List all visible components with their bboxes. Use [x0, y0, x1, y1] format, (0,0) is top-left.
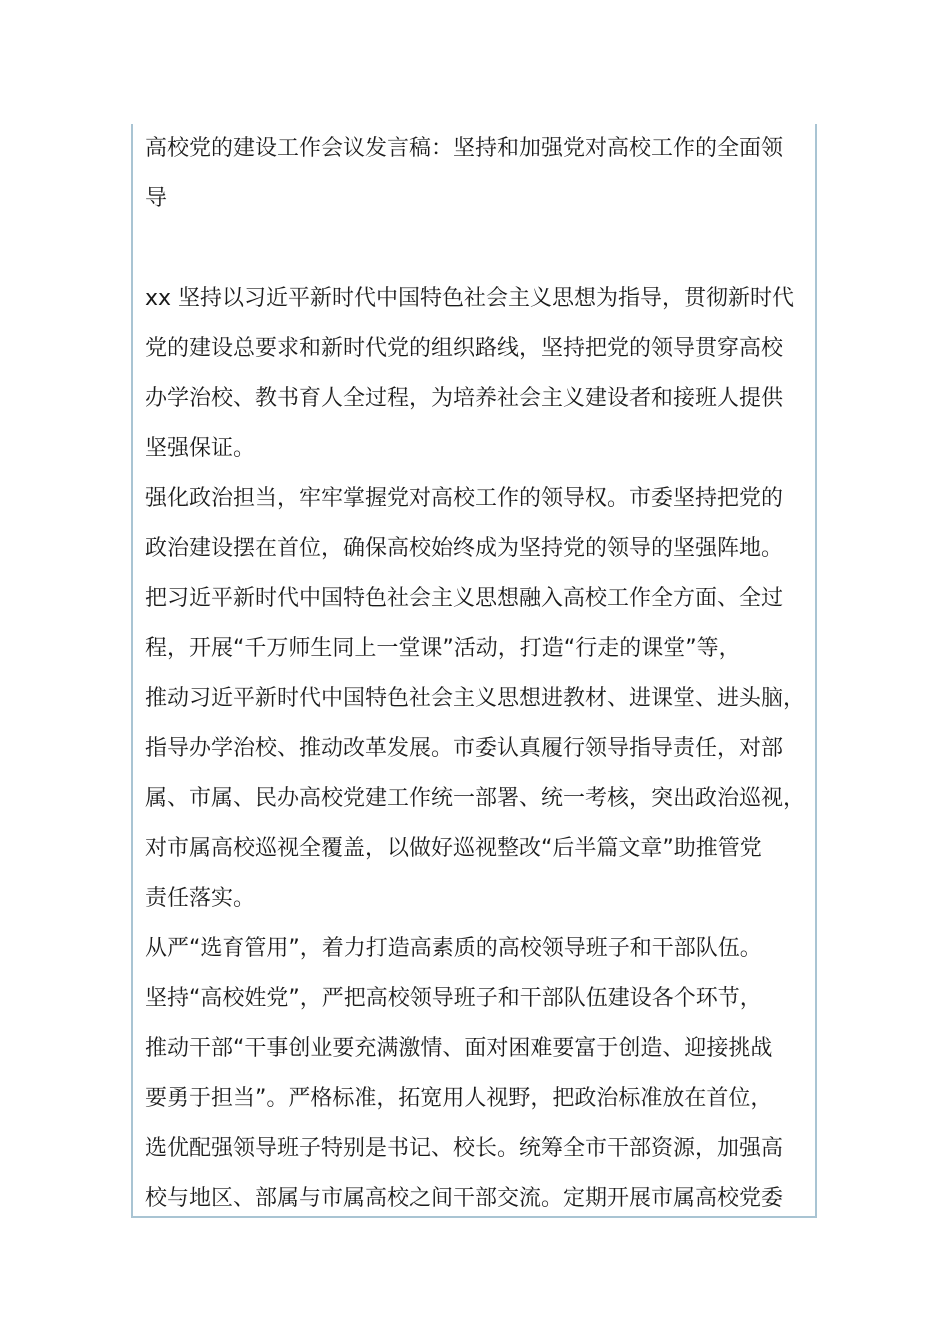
blank-line — [145, 224, 810, 274]
document-title-line-1: 高校党的建设工作会议发言稿：坚持和加强党对高校工作的全面领 — [145, 136, 784, 161]
paragraph-line: 校与地区、部属与市属高校之间干部交流。定期开展市属高校党委 — [145, 1186, 784, 1211]
paragraph-line: 把习近平新时代中国特色社会主义思想融入高校工作全方面、全过 — [145, 586, 784, 611]
paragraph-line: 党的建设总要求和新时代党的组织路线，坚持把党的领导贯穿高校 — [145, 336, 784, 361]
paragraph-line: 强化政治担当，牢牢掌握党对高校工作的领导权。市委坚持把党的 — [145, 486, 784, 511]
paragraph-line: 从严“选育管用”，着力打造高素质的高校领导班子和干部队伍。 — [145, 936, 762, 961]
paragraph-line: 责任落实。 — [145, 886, 256, 911]
paragraph-line: 程，开展“千万师生同上一堂课”活动，打造“行走的课堂”等， — [145, 636, 741, 661]
document-body — [145, 124, 810, 1224]
paragraph-line: 政治建设摆在首位，确保高校始终成为坚持党的领导的坚强阵地。 — [145, 536, 784, 561]
paragraph-line: 办学治校、教书育人全过程，为培养社会主义建设者和接班人提供 — [145, 386, 784, 411]
paragraph-line: 推动干部“干事创业要充满激情、面对困难要富于创造、迎接挑战 — [145, 1036, 773, 1061]
paragraph-line: 指导办学治校、推动改革发展。市委认真履行领导指导责任，对部 — [145, 736, 784, 761]
paragraph-line: 选优配强领导班子特别是书记、校长。统筹全市干部资源，加强高 — [145, 1136, 784, 1161]
document-title-line-2: 导 — [145, 186, 168, 211]
paragraph-line: xx 坚持以习近平新时代中国特色社会主义思想为指导，贯彻新时代 — [145, 286, 795, 311]
paragraph-line: 属、市属、民办高校党建工作统一部署、统一考核，突出政治巡视， — [145, 786, 806, 811]
paragraph-line: 要勇于担当”。严格标准，拓宽用人视野，把政治标准放在首位， — [145, 1086, 773, 1111]
paragraph-line: 对市属高校巡视全覆盖，以做好巡视整改“后半篇文章”助推管党 — [145, 836, 762, 861]
paragraph-line: 坚持“高校姓党”，严把高校领导班子和干部队伍建设各个环节， — [145, 986, 762, 1011]
paragraph-line: 推动习近平新时代中国特色社会主义思想进教材、进课堂、进头脑， — [145, 686, 806, 711]
paragraph-line: 坚强保证。 — [145, 436, 256, 461]
